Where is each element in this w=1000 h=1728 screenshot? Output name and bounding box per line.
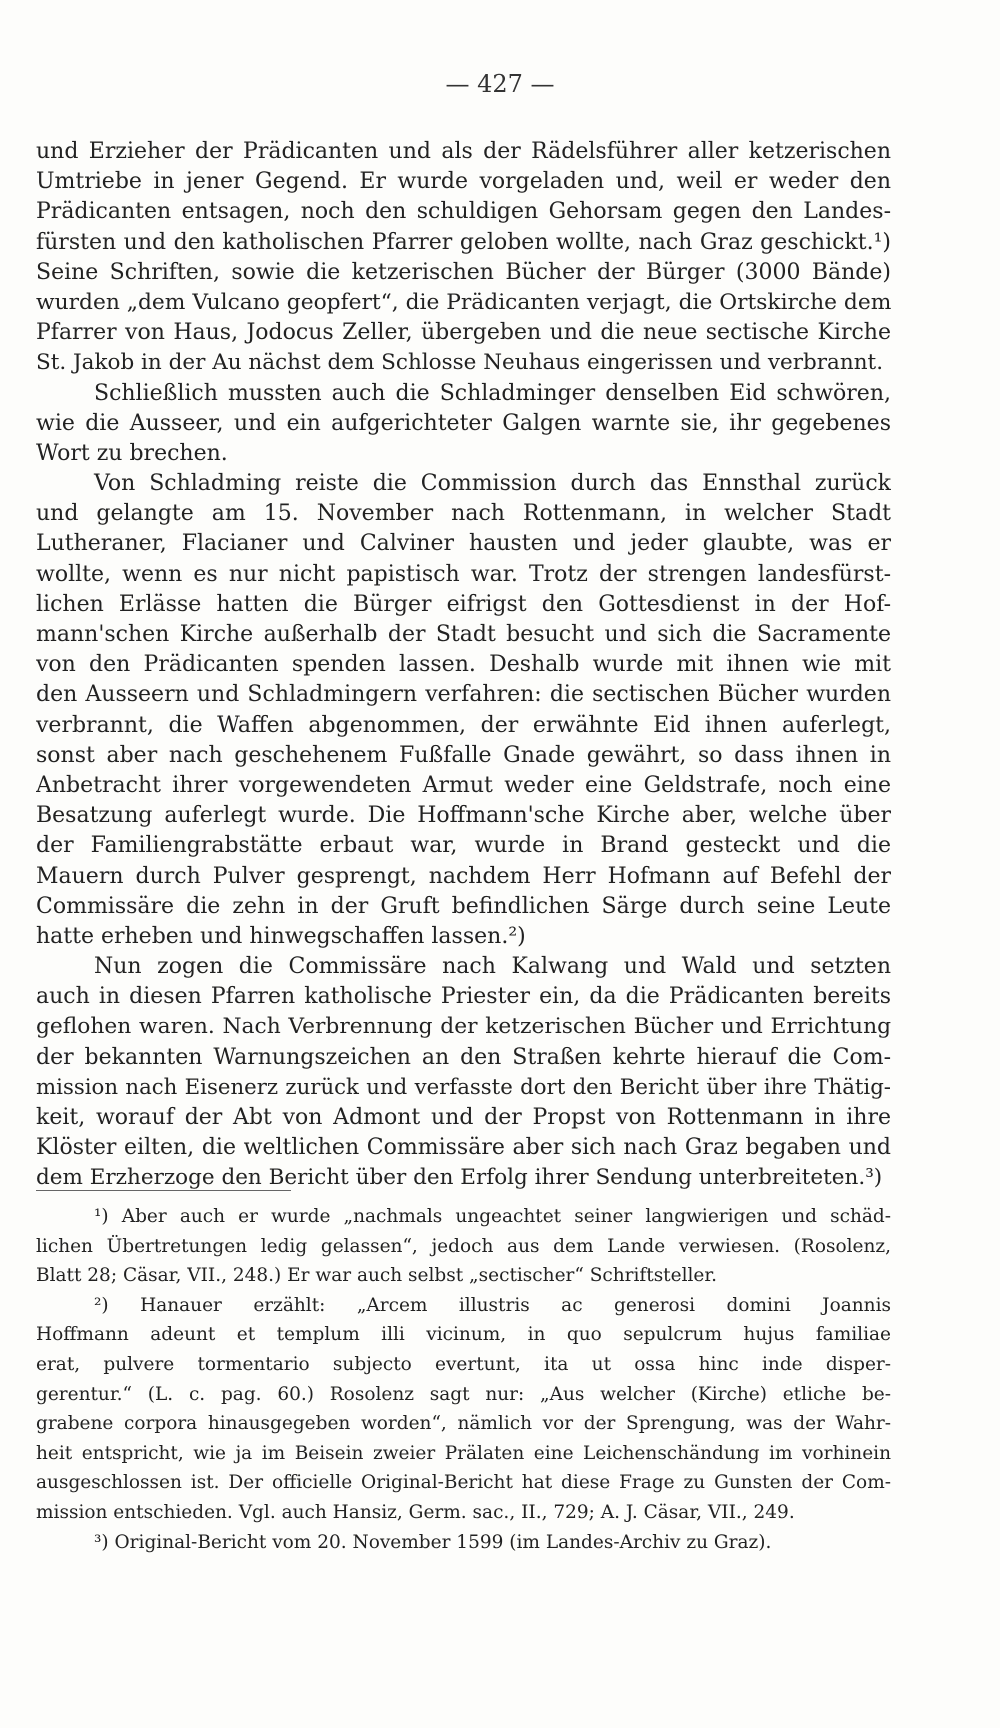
text-line: der Familiengrabstätte erbaut war, wurde in Brand gesteckt und die [36,833,891,859]
text-line: St. Jakob in der Au nächst dem Schlosse Neuhaus eingerissen und verbrannt. [36,350,884,376]
text-line: hatte erheben und hinwegschaffen lassen.²) [36,923,526,949]
footnote-line: ausgeschlossen ist. Der officielle Original-Bericht hat diese Frage zu Gunsten der Com- [36,1472,891,1494]
text-line: wie die Ausseer, und ein aufgerichteter Galgen warnte sie, ihr gegebenes [36,410,891,436]
text-line: Wort zu brechen. [36,440,228,466]
footnote-line: ¹) Aber auch er wurde „nachmals ungeachtet seiner langwierigen und schäd- [94,1206,891,1227]
text-line: Commissäre die zehn in der Gruft befindlichen Särge durch seine Leute [36,893,891,919]
text-line: keit, worauf der Abt von Admont und der Propst von Rottenmann in ihre [36,1105,891,1130]
text-line: wurden „dem Vulcano geopfert“, die Prädicanten verjagt, die Ortskirche dem [36,289,891,315]
page-number: — 427 — [445,70,555,98]
footnotes [36,1202,891,1557]
text-line: wollte, wenn es nur nicht papistisch war. Trotz der strengen landesfürst- [36,561,891,587]
text-line: fürsten und den katholischen Pfarrer geloben wollte, nach Graz geschickt.¹) [36,229,891,255]
footnote-line: ³) Original-Bericht vom 20. November 1599 (im Landes-Archiv zu Graz). [94,1531,772,1553]
footnote-line: erat, pulvere tormentario subjecto evertunt, ita ut ossa hinc inde disper- [36,1353,891,1375]
text-line: und Erzieher der Prädicanten und als der Rädelsführer aller ketzerischen [36,139,891,164]
text-line: den Ausseern und Schladmingern verfahren: die sectischen Bücher wurden [36,682,891,708]
footnote-line: grabene corpora hinausgegeben worden“, nämlich vor der Sprengung, was der Wahr- [36,1413,891,1435]
text-line: und gelangte am 15. November nach Rottenmann, in welcher Stadt [36,501,891,527]
text-line: Pfarrer von Haus, Jodocus Zeller, übergeben und die neue sectische Kirche [36,320,891,346]
text-line: Klöster eilten, die weltlichen Commissäre aber sich nach Graz begaben und [36,1135,891,1161]
text-line: Schließlich mussten auch die Schladminger denselben Eid schwören, [94,380,891,406]
footnote-line: lichen Übertretungen ledig gelassen“, jedoch aus dem Lande verwiesen. (Rosolenz, [36,1235,891,1257]
footnote-line: Hoffmann adeunt et templum illi vicinum, in quo sepulcrum hujus familiae [36,1324,891,1346]
footnote-line: gerentur.“ (L. c. pag. 60.) Rosolenz sagt nur: „Aus welcher (Kirche) etliche be- [36,1383,891,1405]
text-line: Von Schladming reiste die Commission durch das Ennsthal zurück [94,471,891,497]
text-line: geflohen waren. Nach Verbrennung der ketzerischen Bücher und Errichtung [36,1014,891,1040]
text-line: verbrannt, die Waffen abgenommen, der erwähnte Eid ihnen auferlegt, [36,712,891,738]
text-line: der bekannten Warnungszeichen an den Straßen kehrte hierauf die Com- [36,1044,891,1070]
text-line: von den Prädicanten spenden lassen. Deshalb wurde mit ihnen wie mit [36,652,891,678]
text-line: Prädicanten entsagen, noch den schuldigen Gehorsam gegen den Landes- [36,199,891,225]
text-line: mann'schen Kirche außerhalb der Stadt besucht und sich die Sacramente [36,622,891,647]
footnote-line: Blatt 28; Cäsar, VII., 248.) Er war auch selbst „sectischer“ Schriftsteller. [36,1265,718,1287]
main-text [36,137,891,1194]
text-line: Umtriebe in jener Gegend. Er wurde vorgeladen und, weil er weder den [36,169,891,195]
text-line: auch in diesen Pfarren katholische Priester ein, da die Prädicanten bereits [36,984,891,1010]
text-line: Anbetracht ihrer vorgewendeten Armut weder eine Geldstrafe, noch eine [36,772,891,798]
text-line: Mauern durch Pulver gesprengt, nachdem Herr Hofmann auf Befehl der [36,863,891,889]
footnote-line: mission entschieden. Vgl. auch Hansiz, Germ. sac., II., 729; A. J. Cäsar, VII., 249. [36,1501,795,1523]
footnote-divider [36,1190,291,1191]
text-line: sonst aber nach geschehenem Fußfalle Gnade gewährt, so dass ihnen in [36,742,891,768]
text-line: mission nach Eisenerz zurück und verfasste dort den Bericht über ihre Thätig- [36,1074,891,1100]
footnote-line: heit entspricht, wie ja im Beisein zweier Prälaten eine Leichenschändung im vorhinein [36,1442,891,1464]
footnote-line: ²) Hanauer erzählt: „Arcem illustris ac generosi domini Joannis [94,1294,891,1316]
text-line: Seine Schriften, sowie die ketzerischen Bücher der Bürger (3000 Bände) [36,259,891,285]
text-line: Nun zogen die Commissäre nach Kalwang und Wald und setzten [94,954,891,980]
text-line: Lutheraner, Flacianer und Calviner hausten und jeder glaubte, was er [36,531,891,557]
text-line: Besatzung auferlegt wurde. Die Hoffmann'sche Kirche aber, welche über [36,803,891,829]
text-line: lichen Erlässe hatten die Bürger eifrigst den Gottesdienst in der Hof- [36,591,891,617]
text-line: dem Erzherzoge den Bericht über den Erfolg ihrer Sendung unterbreiteten.³) [36,1165,883,1191]
